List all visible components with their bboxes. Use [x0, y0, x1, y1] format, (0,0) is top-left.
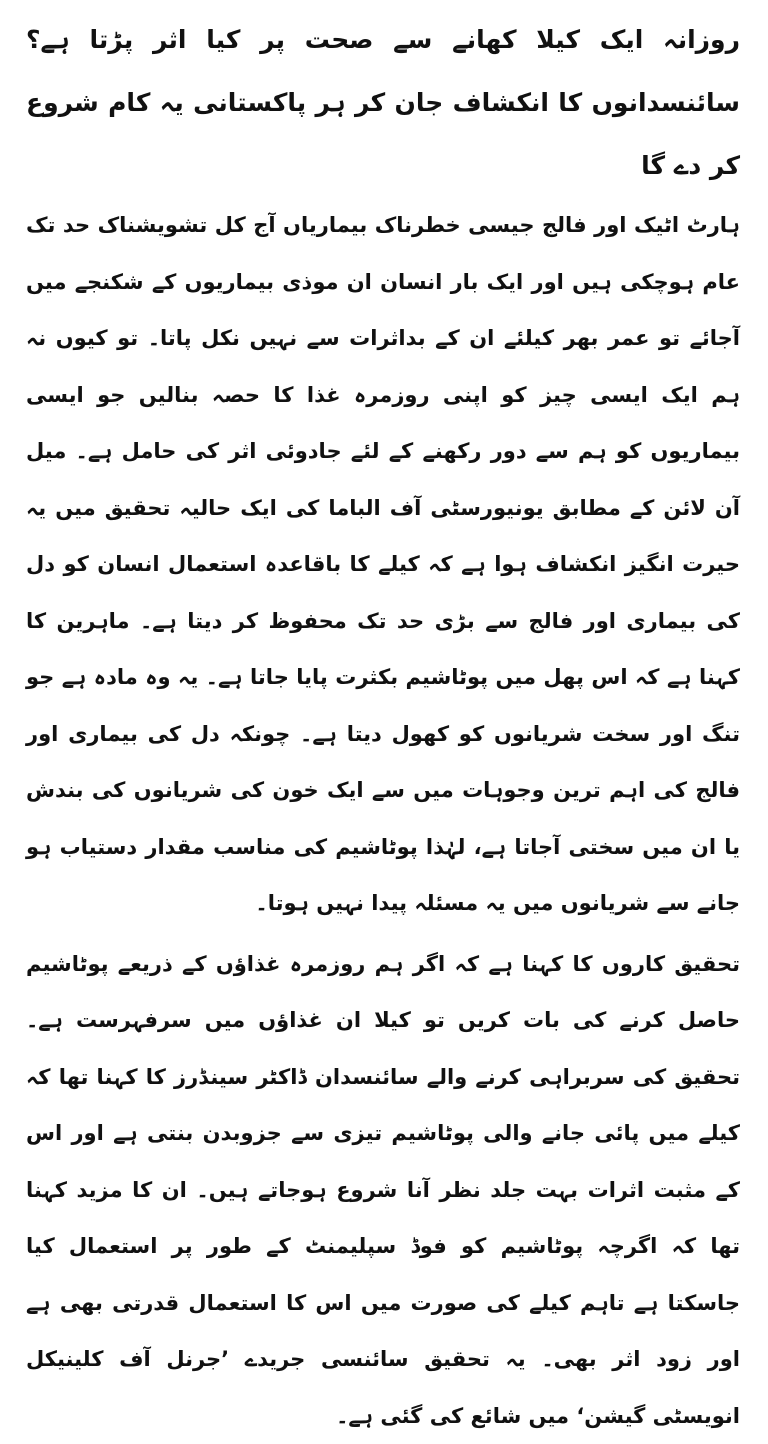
article-paragraph-2: تحقیق کاروں کا کہنا ہے کہ اگر ہم روزمرہ غذاؤں کے ذریعے پوٹاشیم حاصل کرنے کی بات کریں تو کیلا ان غذاؤں میں سرفہرست ہے۔ تحقیق کی سربراہی کرنے والے سائنسدان ڈاکٹر سینڈرز کا کہنا تھا کہ کیلے میں پائی جانے والی پوٹاشیم تیزی سے جزوبدن بنتی ہے اور اس کے مثبت اثرات بہت جلد نظر آنا شروع ہوجاتے ہیں۔ ان کا مزید کہنا تھا کہ اگرچہ پوٹاشیم کو فوڈ سپلیمنٹ کے طور پر استعمال کیا جاسکتا ہے تاہم کیلے کی صورت میں اس کا استعمال قدرتی بھی ہے اور زود اثر بھی۔ یہ تحقیق سائنسی جریدے ’جرنل آف کلینیکل انویسٹی گیشن‘ میں شائع کی گئی ہے۔: [26, 936, 740, 1444]
article-paragraph-1: ہارٹ اٹیک اور فالج جیسی خطرناک بیماریاں آج کل تشویشناک حد تک عام ہوچکی ہیں اور ایک بار انسان ان موذی بیماریوں کے شکنجے میں آجائے تو عمر بھر کیلئے ان کے بداثرات سے نہیں نکل پاتا۔ تو کیوں نہ ہم ایک ایسی چیز کو اپنی روزمرہ غذا کا حصہ بنالیں جو ایسی بیماریوں کو ہم سے دور رکھنے کے لئے جادوئی اثر کی حامل ہے۔ میل آن لائن کے مطابق یونیورسٹی آف الباما کی ایک حالیہ تحقیق میں یہ حیرت انگیز انکشاف ہوا ہے کہ کیلے کا باقاعدہ استعمال انسان کو دل کی بیماری اور فالج سے بڑی حد تک محفوظ کر دیتا ہے۔ ماہرین کا کہنا ہے کہ اس پھل میں پوٹاشیم بکثرت پایا جاتا ہے۔ یہ وہ مادہ ہے جو تنگ اور سخت شریانوں کو کھول دیتا ہے۔ چونکہ دل کی بیماری اور فالج کی اہم ترین وجوہات میں سے ایک خون کی شریانوں کی بندش یا ان میں سختی آجاتا ہے، لہٰذا پوٹاشیم کی مناسب مقدار دستیاب ہو جانے سے شریانوں میں یہ مسئلہ پیدا نہیں ہوتا۔: [26, 197, 740, 932]
article-headline: روزانہ ایک کیلا کھانے سے صحت پر کیا اثر پڑتا ہے؟ سائنسدانوں کا انکشاف جان کر ہر پاکستانی یہ کام شروع کر دے گا: [26, 8, 740, 197]
